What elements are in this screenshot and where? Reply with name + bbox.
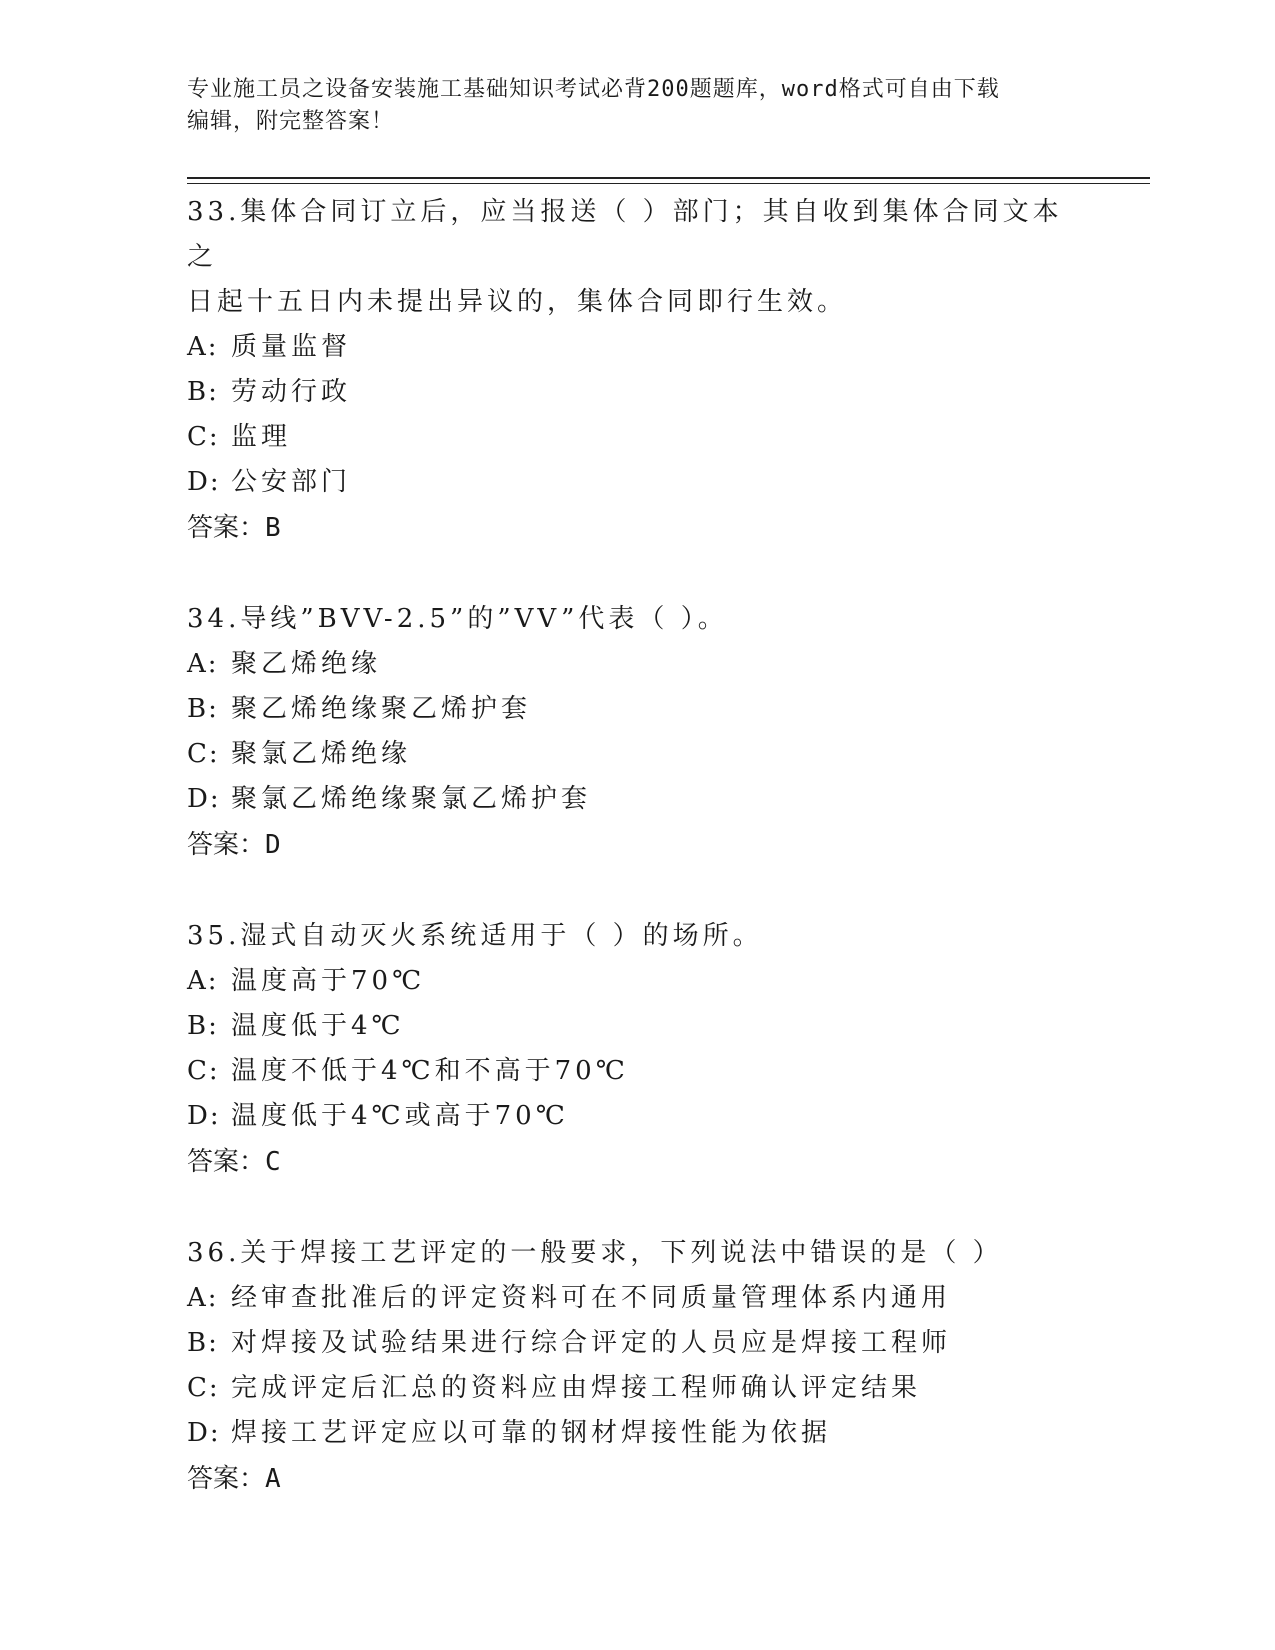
option-label: C: bbox=[187, 1056, 220, 1086]
question-text: 35.湿式自动灭火系统适用于（ ）的场所。 bbox=[187, 921, 763, 951]
option-label: B: bbox=[187, 377, 219, 407]
answer-label: 答案： bbox=[187, 1147, 266, 1177]
option-text: 聚乙烯绝缘聚乙烯护套 bbox=[231, 694, 532, 724]
option-label: D: bbox=[187, 1101, 221, 1131]
option-label: D: bbox=[187, 784, 221, 814]
option-text: 对焊接及试验结果进行综合评定的人员应是焊接工程师 bbox=[231, 1328, 952, 1358]
option-label: A: bbox=[187, 649, 219, 679]
option-a bbox=[187, 642, 1087, 687]
option-text: 温度不低于4℃和不高于70℃ bbox=[231, 1056, 629, 1086]
option-label: D: bbox=[187, 467, 221, 497]
answer-line bbox=[187, 505, 1087, 551]
option-a bbox=[187, 325, 1087, 370]
answer-line bbox=[187, 1139, 1087, 1185]
option-label: B: bbox=[187, 1011, 219, 1041]
option-d bbox=[187, 1094, 1087, 1139]
option-label: C: bbox=[187, 422, 220, 452]
question-block bbox=[187, 914, 1087, 1185]
option-label: C: bbox=[187, 739, 220, 769]
option-c bbox=[187, 1049, 1087, 1094]
header-divider-thin bbox=[187, 183, 1150, 184]
option-text: 聚氯乙烯绝缘 bbox=[231, 739, 412, 769]
option-text: 温度高于70℃ bbox=[231, 966, 426, 996]
answer-value: C bbox=[265, 1147, 281, 1177]
answer-label: 答案： bbox=[187, 513, 266, 543]
question-block bbox=[187, 597, 1087, 868]
option-text: 温度低于4℃ bbox=[231, 1011, 405, 1041]
document-header bbox=[187, 74, 1087, 138]
option-text: 聚乙烯绝缘 bbox=[231, 649, 382, 679]
option-text: 焊接工艺评定应以可靠的钢材焊接性能为依据 bbox=[231, 1418, 832, 1448]
question-text-continued: 日起十五日内未提出异议的，集体合同即行生效。 bbox=[187, 287, 848, 317]
option-text: 公安部门 bbox=[231, 467, 352, 497]
option-b bbox=[187, 1321, 1087, 1366]
answer-line bbox=[187, 1456, 1087, 1502]
option-text: 温度低于4℃或高于70℃ bbox=[231, 1101, 569, 1131]
question-list bbox=[187, 190, 1087, 1548]
option-d bbox=[187, 777, 1087, 822]
option-c bbox=[187, 732, 1087, 777]
question-block bbox=[187, 1231, 1087, 1502]
option-c bbox=[187, 415, 1087, 460]
answer-value: A bbox=[265, 1464, 281, 1494]
option-b bbox=[187, 1004, 1087, 1049]
header-title-line1: 专业施工员之设备安装施工基础知识考试必背200题题库，word格式可自由下载 bbox=[187, 77, 1000, 102]
answer-line bbox=[187, 822, 1087, 868]
question-block bbox=[187, 190, 1087, 551]
option-label: A: bbox=[187, 966, 219, 996]
option-label: D: bbox=[187, 1418, 221, 1448]
option-d bbox=[187, 1411, 1087, 1456]
option-label: B: bbox=[187, 1328, 219, 1358]
option-a bbox=[187, 959, 1087, 1004]
option-label: C: bbox=[187, 1373, 220, 1403]
option-text: 聚氯乙烯绝缘聚氯乙烯护套 bbox=[231, 784, 592, 814]
option-d bbox=[187, 460, 1087, 505]
option-a bbox=[187, 1276, 1087, 1321]
question-text: 33.集体合同订立后，应当报送（ ）部门；其自收到集体合同文本之 bbox=[187, 197, 1063, 272]
option-label: B: bbox=[187, 694, 219, 724]
option-label: A: bbox=[187, 332, 219, 362]
option-b bbox=[187, 370, 1087, 415]
header-divider-thick bbox=[187, 177, 1150, 179]
option-label: A: bbox=[187, 1283, 219, 1313]
answer-value: B bbox=[265, 513, 281, 543]
option-b bbox=[187, 687, 1087, 732]
answer-label: 答案： bbox=[187, 1464, 266, 1494]
option-text: 劳动行政 bbox=[231, 377, 352, 407]
question-text: 34.导线”BVV-2.5”的”VV”代表（ ）。 bbox=[187, 604, 728, 634]
option-text: 经审查批准后的评定资料可在不同质量管理体系内通用 bbox=[231, 1283, 952, 1313]
question-text: 36.关于焊接工艺评定的一般要求，下列说法中错误的是（ ） bbox=[187, 1238, 1003, 1268]
option-c bbox=[187, 1366, 1087, 1411]
answer-label: 答案： bbox=[187, 830, 266, 860]
option-text: 质量监督 bbox=[231, 332, 352, 362]
header-title-line2: 编辑，附完整答案！ bbox=[187, 109, 395, 134]
option-text: 监理 bbox=[231, 422, 292, 452]
option-text: 完成评定后汇总的资料应由焊接工程师确认评定结果 bbox=[231, 1373, 922, 1403]
answer-value: D bbox=[265, 830, 281, 860]
